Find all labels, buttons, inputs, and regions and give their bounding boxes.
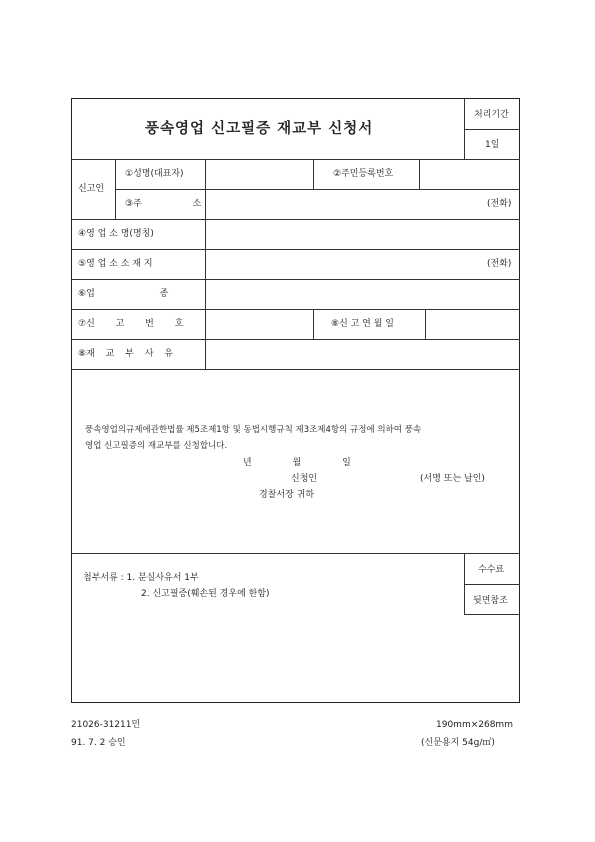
- business-name-label: ④영 업 소 명(명칭): [78, 229, 154, 239]
- address-label: ③주 소: [125, 199, 202, 209]
- form-title: 풍속영업 신고필증 재교부 신청서: [145, 121, 374, 137]
- row-divider: [115, 189, 520, 190]
- col-divider: [313, 309, 314, 339]
- col-divider: [419, 159, 420, 189]
- report-no-label: ⑦신 고 번 호: [78, 319, 184, 329]
- approval-date: 91. 7. 2 승인: [71, 738, 126, 748]
- form-code: 21026-31211민: [71, 720, 141, 730]
- resident-no-label: ②주민등록번호: [333, 169, 394, 179]
- processing-period-label: 처리기간: [474, 110, 509, 120]
- col-divider: [464, 98, 465, 159]
- applicant-sign: 신청인: [291, 474, 318, 484]
- address-phone-label: (전화): [487, 199, 512, 209]
- col-divider: [425, 309, 426, 339]
- row-divider: [71, 279, 520, 280]
- business-location-label: ⑤영 업 소 소 재 지: [78, 259, 153, 269]
- row-divider: [71, 249, 520, 250]
- statement-line-1: 풍속영업의규제에관한법률 제5조제1항 및 동법시행규칙 제3조제4항의 규정에 의하여 풍속: [85, 425, 422, 435]
- row-divider: [464, 584, 520, 585]
- paper-size: 190mm×268mm: [436, 720, 513, 730]
- row-divider: [71, 553, 520, 554]
- fee-value: 뒷면참조: [473, 596, 508, 606]
- attachment-2: 2. 신고필증(훼손된 경우에 한함): [141, 589, 270, 599]
- name-label: ①성명(대표자): [125, 169, 184, 179]
- col-divider: [313, 159, 314, 189]
- report-date-label: ⑧신 고 연 월 일: [331, 319, 394, 329]
- paper-spec: (신문용지 54g/㎡): [421, 738, 495, 748]
- row-divider: [71, 339, 520, 340]
- attachments-label: 첨부서류 : 1. 분실사유서 1부: [83, 573, 199, 583]
- row-divider: [464, 614, 520, 615]
- business-phone-label: (전화): [487, 259, 512, 269]
- col-divider: [464, 553, 465, 614]
- reissue-reason-label: ⑧재 교 부 사 유: [78, 349, 173, 359]
- row-divider: [71, 309, 520, 310]
- date-line: 년 월 일: [243, 458, 351, 468]
- row-divider: [464, 129, 520, 130]
- processing-period-value: 1일: [485, 140, 500, 150]
- business-type-label: ⑥업 종: [78, 289, 169, 299]
- fee-label: 수수료: [478, 565, 505, 575]
- row-divider: [71, 219, 520, 220]
- sign-note: (서명 또는 날인): [420, 474, 485, 484]
- recipient: 경찰서장 귀하: [259, 490, 315, 500]
- statement-line-2: 영업 신고필증의 재교부를 신청합니다.: [85, 441, 228, 451]
- row-divider: [71, 369, 520, 370]
- col-divider: [115, 159, 116, 219]
- row-divider: [71, 159, 520, 160]
- col-divider: [205, 159, 206, 369]
- applicant-label: 신고인: [78, 184, 105, 194]
